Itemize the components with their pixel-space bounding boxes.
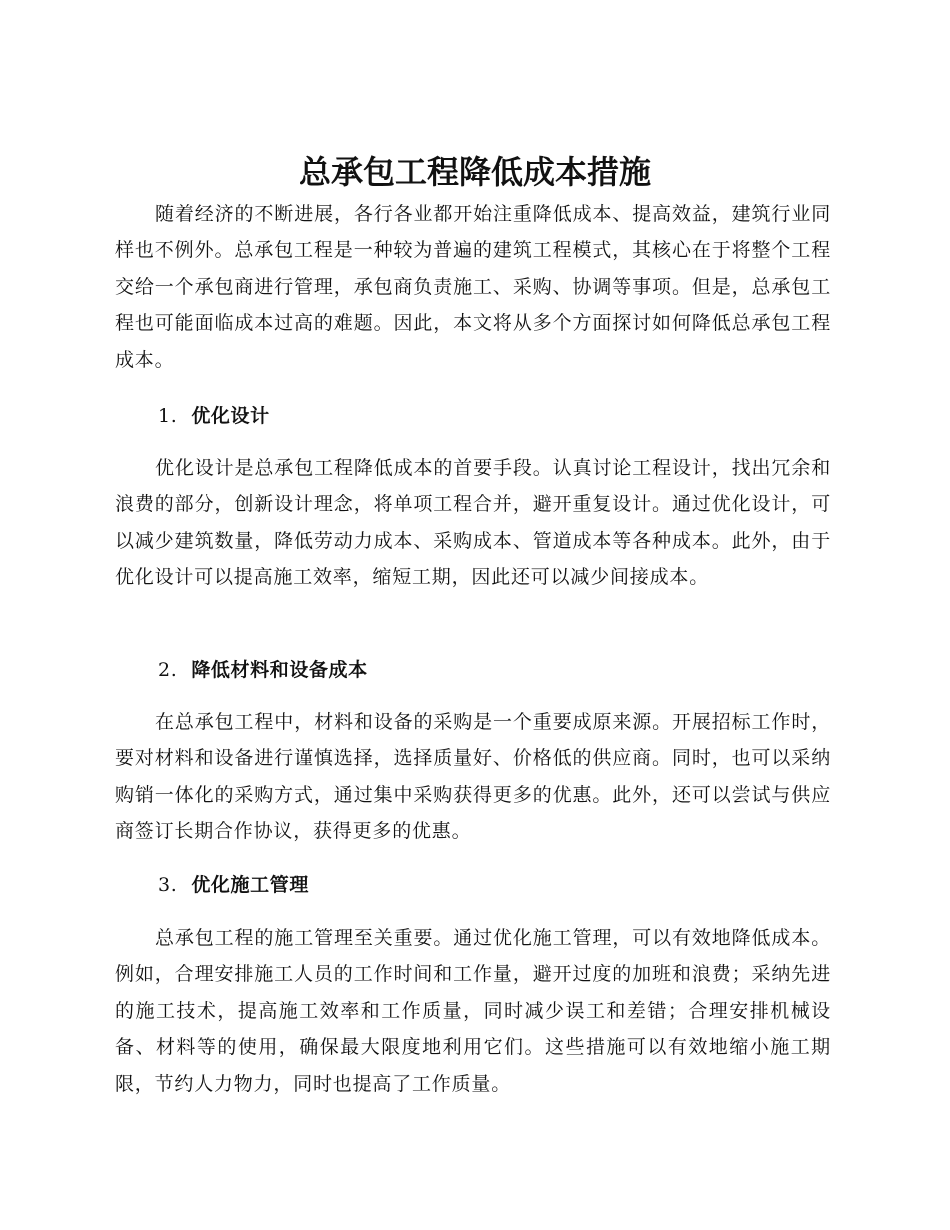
section-body-3: 总承包工程的施工管理至关重要。通过优化施工管理，可以有效地降低成本。例如，合理安排施工人员的工作时间和工作量，避开过度的加班和浪费；采纳先进的施工技术，提高施工效率和工作质量，同时减少误工和差错；合理安排机械设备、材料等的使用，确保最大限度地利用它们。这些措施可以有效地缩小施工期限，节约人力物力，同时也提高了工作质量。 <box>115 927 831 1095</box>
document-title: 总承包工程降低成本措施 <box>298 153 651 191</box>
section-number-2: 2. <box>158 659 178 681</box>
section-title-3: 优化施工管理 <box>191 874 309 896</box>
section-title-1: 优化设计 <box>191 405 270 427</box>
section-number-3: 3. <box>158 874 178 896</box>
section-body-2: 在总承包工程中，材料和设备的采购是一个重要成原来源。开展招标工作时，要对材料和设备进行谨慎选择，选择质量好、价格低的供应商。同时，也可以采纳购销一体化的采购方式，通过集中采购获得更多的优惠。此外，还可以尝试与供应商签订长期合作协议，获得更多的优惠。 <box>115 711 831 843</box>
section-heading-2 <box>158 656 368 684</box>
intro-paragraph: 随着经济的不断进展，各行各业都开始注重降低成本、提高效益，建筑行业同样也不例外。总承包工程是一种较为普遍的建筑工程模式，其核心在于将整个工程交给一个承包商进行管理，承包商负责施工、采购、协调等事项。但是，总承包工程也可能面临成本过高的难题。因此，本文将从多个方面探讨如何降低总承包工程成本。 <box>115 203 831 371</box>
section-number-1: 1. <box>158 405 178 427</box>
section-heading-1 <box>158 402 270 430</box>
section-body-1: 优化设计是总承包工程降低成本的首要手段。认真讨论工程设计，找出冗余和浪费的部分，创新设计理念，将单项工程合并，避开重复设计。通过优化设计，可以减少建筑数量，降低劳动力成本、采购成本、管道成本等各种成本。此外，由于优化设计可以提高施工效率，缩短工期，因此还可以减少间接成本。 <box>115 457 831 589</box>
section-heading-3 <box>158 871 309 899</box>
section-title-2: 降低材料和设备成本 <box>191 659 368 681</box>
